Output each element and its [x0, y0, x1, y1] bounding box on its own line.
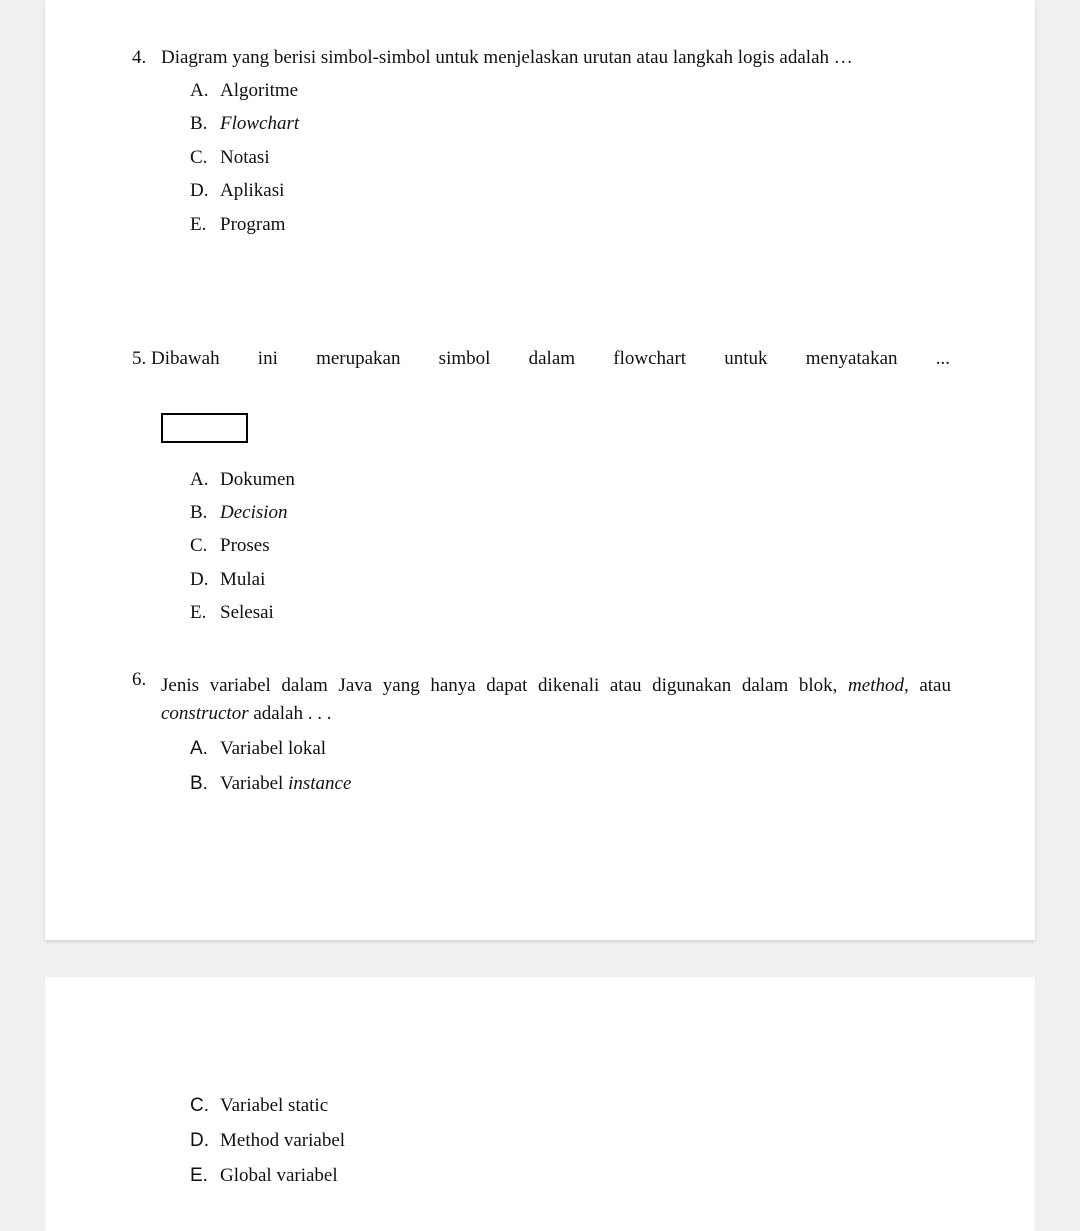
question-6-option-a: A. Variabel lokal — [190, 738, 327, 759]
question-4-number: 4. — [132, 47, 147, 68]
question-5-option-a: A. Dokumen — [190, 469, 295, 490]
question-4 — [132, 47, 853, 69]
document-page-1 — [45, 0, 1035, 940]
question-4-option-a: A. Algoritme — [190, 80, 299, 101]
document-page-2 — [45, 977, 1035, 1231]
question-4-option-e: E. Program — [190, 214, 286, 235]
question-4-option-c: C. Notasi — [190, 147, 270, 168]
question-6-option-d: D. Method variabel — [190, 1130, 346, 1151]
question-6-text-line-2: constructor adalah . . . — [161, 703, 332, 724]
question-6-text-line-1: Jenis variabel dalam Java yang hanya dapat dikenali atau digunakan dalam blok, method, atau — [161, 675, 951, 696]
question-5-option-d: D. Mulai — [190, 569, 266, 590]
question-5-option-b: B. Decision — [190, 502, 288, 523]
flowchart-process-symbol — [161, 413, 248, 443]
question-6-number: 6. — [132, 669, 147, 690]
question-5-option-e: E. Selesai — [190, 602, 274, 623]
question-6-option-c: C. Variabel static — [190, 1095, 329, 1116]
question-6-option-e: E. Global variabel — [190, 1165, 338, 1186]
question-6-option-b: B. Variabel instance — [190, 773, 352, 794]
question-4-text: Diagram yang berisi simbol-simbol untuk menjelaskan urutan atau langkah logis adalah … — [161, 47, 853, 68]
question-5-text: 5. Dibawah ini merupakan simbol dalam flowchart untuk menyatakan ... — [132, 348, 950, 369]
question-4-option-d: D. Aplikasi — [190, 180, 285, 201]
question-5-number: 5. Dibawah — [132, 348, 220, 369]
question-4-option-b: B. Flowchart — [190, 113, 300, 134]
question-5-option-c: C. Proses — [190, 535, 270, 556]
